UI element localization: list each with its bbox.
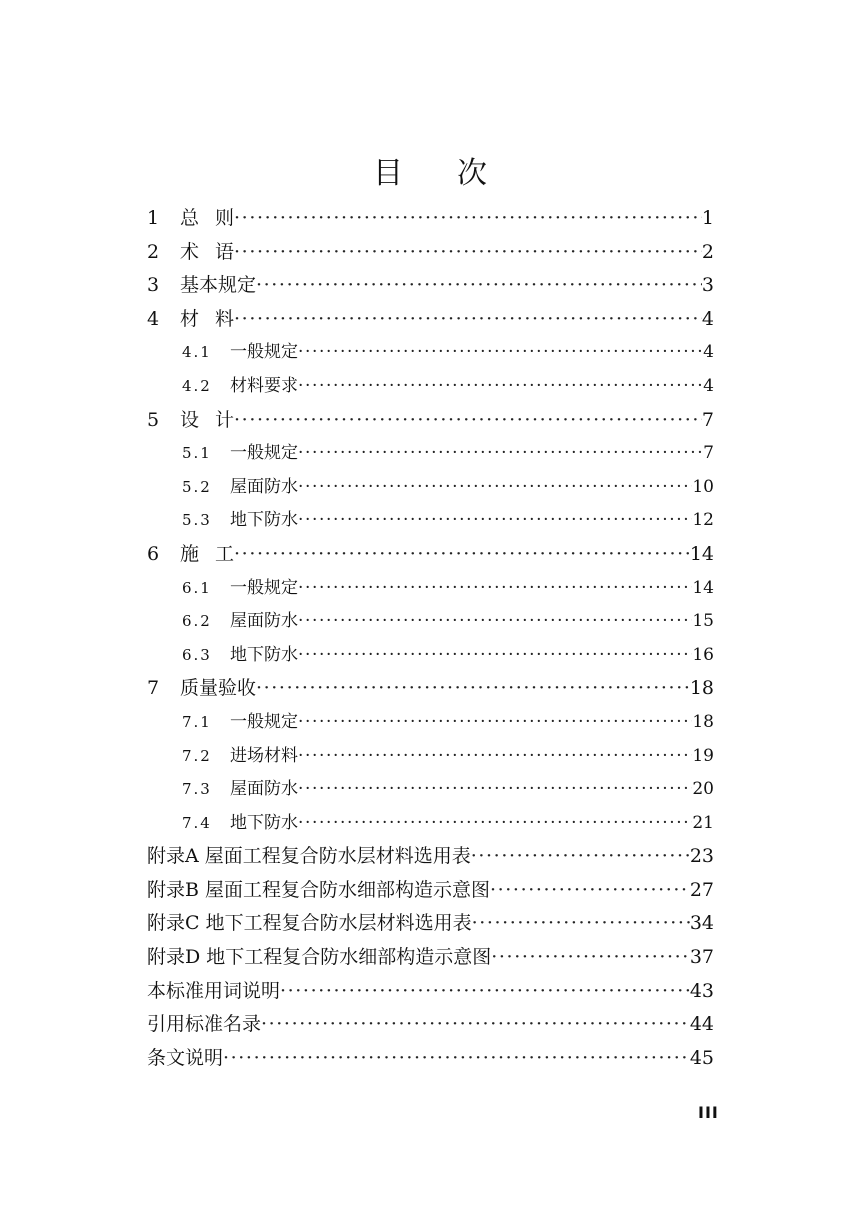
toc-entry-title: 附录D 地下工程复合防水细部构造示意图 — [147, 946, 492, 969]
toc-entry-number: 7.3 — [182, 780, 212, 799]
toc-entry[interactable] — [147, 807, 714, 841]
toc-entry-number: 4.1 — [182, 343, 212, 362]
toc-entry-title: 术 语 — [180, 240, 235, 263]
toc-entry[interactable] — [147, 336, 714, 370]
toc-entry[interactable] — [147, 504, 714, 538]
toc-entry-title: 引用标准名录 — [147, 1013, 262, 1036]
toc-entry-label — [182, 437, 298, 471]
toc-entry-page: 34 — [689, 912, 714, 935]
page-title-char-2: 次 — [457, 156, 487, 191]
toc-entry-page: 10 — [692, 476, 714, 497]
toc-entry-label — [147, 941, 491, 975]
toc-entry-number: 6.2 — [182, 612, 212, 631]
toc-entry-title: 一般规定 — [230, 342, 298, 363]
toc-entry-title: 附录A 屋面工程复合防水层材料选用表 — [147, 845, 471, 868]
toc-entry-page: 45 — [689, 1046, 714, 1069]
toc-entry-label — [147, 303, 234, 337]
toc-leader-dots — [234, 538, 690, 572]
toc-entry[interactable] — [147, 303, 714, 337]
toc-entry-label — [182, 773, 298, 807]
toc-entry-label — [182, 740, 298, 774]
toc-entry[interactable] — [147, 437, 714, 471]
toc-entry[interactable] — [147, 773, 714, 807]
toc-entry-label — [147, 1008, 261, 1042]
toc-entry-title: 施 工 — [180, 542, 235, 565]
toc-entry-number: 6 — [147, 542, 160, 565]
toc-leader-dots — [298, 605, 692, 639]
toc-entry-number: 5.2 — [182, 477, 212, 496]
toc-entry-page: 7 — [701, 408, 714, 431]
toc-entry-number: 4 — [147, 307, 160, 330]
toc-entry-title: 一般规定 — [230, 711, 298, 732]
toc-entry-label — [147, 269, 256, 303]
toc-leader-dots — [261, 1008, 690, 1042]
toc-leader-dots — [490, 874, 690, 908]
toc-leader-dots — [298, 504, 692, 538]
toc-entry-label — [182, 639, 298, 673]
toc-entry-label — [147, 538, 234, 572]
toc-entry-label — [147, 1042, 223, 1076]
toc-entry[interactable] — [147, 236, 714, 270]
toc-entry-number: 7.4 — [182, 813, 212, 832]
toc-entry-page: 4 — [703, 342, 714, 363]
toc-entry-page: 18 — [689, 677, 714, 700]
toc-leader-dots — [472, 907, 690, 941]
toc-entry-title: 地下防水 — [230, 812, 298, 833]
toc-entry-number: 1 — [147, 207, 160, 229]
toc-entry-title: 一般规定 — [230, 443, 298, 464]
toc-entry-page: 21 — [692, 812, 714, 833]
page-title-char-1: 目 — [373, 156, 403, 191]
toc-entry-number: 2 — [147, 240, 160, 263]
toc-entry-label — [147, 404, 234, 438]
toc-entry-label — [182, 572, 298, 606]
toc-entry-page: 4 — [703, 375, 714, 396]
toc-entry-page: 12 — [692, 510, 714, 531]
toc-entry-title: 基本规定 — [180, 274, 257, 297]
toc-entry-title: 设 计 — [180, 408, 235, 431]
toc-entry-title: 进场材料 — [230, 745, 298, 766]
toc-entry[interactable] — [147, 975, 714, 1009]
toc-entry-page: 4 — [701, 307, 714, 330]
toc-entry-number: 7 — [147, 677, 160, 700]
toc-entry-label — [182, 370, 298, 404]
toc-entry-title: 屋面防水 — [230, 779, 298, 800]
toc-entry-number: 3 — [147, 274, 160, 297]
toc-entry-label — [147, 202, 234, 236]
toc-entry-page: 2 — [701, 240, 714, 263]
toc-entry-number: 7.1 — [182, 712, 212, 731]
toc-entry[interactable] — [147, 370, 714, 404]
toc-entry[interactable] — [147, 269, 714, 303]
toc-entry-title: 附录B 屋面工程复合防水细部构造示意图 — [147, 878, 491, 901]
toc-entry-page: 27 — [689, 878, 714, 901]
toc-leader-dots — [298, 639, 692, 673]
toc-entry-number: 6.3 — [182, 645, 212, 664]
toc-leader-dots — [298, 740, 692, 774]
toc-entry-number: 6.1 — [182, 578, 212, 597]
page-title — [0, 148, 860, 192]
toc-leader-dots — [256, 672, 690, 706]
toc-entry-title: 条文说明 — [147, 1046, 224, 1069]
toc-entry[interactable] — [147, 941, 714, 975]
toc-entry-title: 本标准用词说明 — [147, 979, 281, 1002]
toc-entry[interactable] — [147, 874, 714, 908]
toc-entry[interactable] — [147, 404, 714, 438]
toc-leader-dots — [298, 572, 692, 606]
toc-leader-dots — [298, 706, 692, 740]
toc-entry-page: 19 — [692, 745, 714, 766]
toc-leader-dots — [298, 437, 703, 471]
toc-entry-label — [147, 975, 280, 1009]
toc-leader-dots — [491, 941, 690, 975]
toc-entry-page: 14 — [689, 542, 714, 565]
toc-leader-dots — [234, 303, 702, 337]
toc-entry-page: 15 — [692, 611, 714, 632]
toc-leader-dots — [298, 370, 703, 404]
toc-leader-dots — [298, 336, 703, 370]
toc-entry-number: 5.3 — [182, 511, 212, 530]
toc-entry-number: 5 — [147, 408, 160, 431]
toc-entry-label — [182, 504, 298, 538]
toc-entry-title: 屋面防水 — [230, 611, 298, 632]
toc-leader-dots — [256, 269, 702, 303]
toc-entry-label — [182, 605, 298, 639]
toc-entry-number: 7.2 — [182, 746, 212, 765]
toc-entry[interactable] — [147, 840, 714, 874]
toc-entry-label — [182, 706, 298, 740]
toc-entry-label — [182, 471, 298, 505]
page-number: III — [698, 1103, 719, 1122]
toc-entry[interactable] — [147, 672, 714, 706]
toc-entry-page: 18 — [692, 711, 714, 732]
toc-entry-label — [147, 840, 471, 874]
toc-entry-title: 附录C 地下工程复合防水层材料选用表 — [147, 912, 472, 935]
toc-entry[interactable] — [147, 740, 714, 774]
toc-entry-label — [182, 807, 298, 841]
toc-entry[interactable] — [147, 572, 714, 606]
toc-entry-label — [147, 672, 256, 706]
toc-entry-page: 23 — [689, 845, 714, 868]
toc-entry-title: 地下防水 — [230, 644, 298, 665]
toc-entry-page: 37 — [689, 946, 714, 969]
toc-entry-page: 16 — [692, 644, 714, 665]
toc-entry-page: 14 — [692, 577, 714, 598]
table-of-contents — [147, 202, 714, 1075]
toc-entry-page: 3 — [701, 274, 714, 297]
toc-entry-title: 材料要求 — [230, 375, 298, 396]
toc-leader-dots — [280, 975, 690, 1009]
toc-leader-dots — [234, 202, 702, 236]
toc-entry-label — [182, 336, 298, 370]
toc-entry-label — [147, 236, 234, 270]
toc-leader-dots — [298, 807, 692, 841]
toc-leader-dots — [298, 773, 692, 807]
toc-leader-dots — [223, 1042, 690, 1076]
toc-entry-title: 地下防水 — [230, 510, 298, 531]
toc-leader-dots — [471, 840, 690, 874]
toc-entry-page: 1 — [701, 207, 714, 229]
toc-entry[interactable] — [147, 605, 714, 639]
toc-entry-title: 总 则 — [180, 207, 235, 229]
toc-leader-dots — [298, 471, 692, 505]
toc-entry-page: 7 — [703, 443, 714, 464]
toc-entry-label — [147, 907, 472, 941]
toc-entry[interactable] — [147, 1008, 714, 1042]
toc-entry-title: 屋面防水 — [230, 476, 298, 497]
toc-entry[interactable] — [147, 706, 714, 740]
toc-entry-title: 材 料 — [180, 307, 235, 330]
toc-entry[interactable] — [147, 1042, 714, 1076]
toc-entry[interactable] — [147, 639, 714, 673]
toc-entry-title: 一般规定 — [230, 577, 298, 598]
toc-leader-dots — [234, 236, 702, 270]
toc-entry-number: 5.1 — [182, 444, 212, 463]
toc-entry-label — [147, 874, 490, 908]
toc-entry-page: 20 — [692, 779, 714, 800]
toc-entry-page: 44 — [689, 1013, 714, 1036]
toc-entry-title: 质量验收 — [180, 677, 257, 700]
toc-entry-page: 43 — [689, 979, 714, 1002]
toc-leader-dots — [234, 404, 702, 438]
toc-entry[interactable] — [147, 202, 714, 236]
toc-entry[interactable] — [147, 907, 714, 941]
toc-entry[interactable] — [147, 538, 714, 572]
toc-entry-number: 4.2 — [182, 376, 212, 395]
toc-entry[interactable] — [147, 471, 714, 505]
